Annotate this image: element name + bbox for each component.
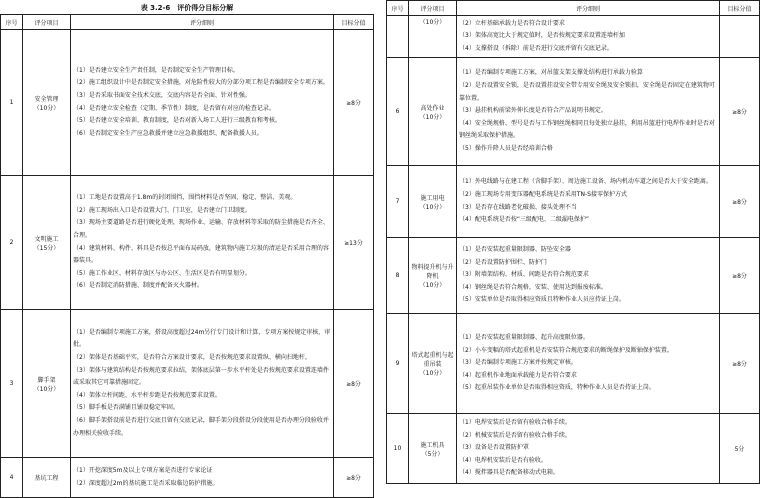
- score-table-left: [0, 14, 374, 498]
- item-name: 高处作业: [420, 104, 445, 112]
- detail-line: （4）起重机作业地面承载能力是否符合要求: [459, 371, 577, 379]
- detail-line: （5）是否建立安全培训、教育制度，是否对新入场工人进行三级教育和考核。: [73, 117, 281, 125]
- detail-line: （5）起重吊装作业单位是否取得相应资质，特种作业人员是否持证上岗。: [459, 384, 655, 392]
- detail-line: （3）是否采取书面安全技术交底，交底内容是否全面、针对性强。: [73, 91, 251, 99]
- detail-line: （4）支撑搭设（拆除）前是否进行交底并留有交底记录。: [459, 44, 613, 52]
- table-row: [1, 310, 374, 458]
- detail-line: （2）施工组织设计中是否制定安全措施，对危险性较大的分部分项工程是否编制安全专项方案。: [73, 79, 329, 87]
- target-score: ≥8分: [720, 314, 760, 414]
- scoring-item: [409, 314, 457, 414]
- item-score: （10分）: [419, 203, 446, 211]
- detail-line: （3）现场主要道路是否进行硬化处理，现场作业、运输、存放材料等采取的防尘措施是否齐全、合理。: [73, 219, 329, 239]
- item-name: 施工机具: [420, 441, 445, 449]
- detail-line: （1）外电线路与在建工程（含脚手架）、周边施工设备、场内机动车道之间是否大于安全距离。: [459, 178, 712, 186]
- item-score: （10分）: [33, 104, 60, 112]
- table-row: [387, 414, 760, 484]
- detail-line: （1）电焊安装后是否留有验收合格手续。: [459, 419, 571, 427]
- detail-line: （5）脚手板是否满铺且铺设稳定牢固。: [73, 404, 179, 412]
- detail-line: （4）建筑材料、构件、料具是否按总平面布局码放，建筑物内施工垃圾的清运是否采用合理的容器装具。: [73, 244, 329, 265]
- detail-line: （4）架体立杆间距、水平杆步距是否按规范要求设置。: [73, 391, 221, 399]
- header-row: [1, 15, 374, 30]
- detail-line: （3）悬挂机构前梁外伸长度是否符合产品说明书规定。: [459, 107, 607, 115]
- item-score: （15分）: [33, 244, 60, 252]
- detail-line: （2）是否设置防护围栏、防护门: [459, 258, 547, 266]
- scoring-item: [23, 176, 71, 310]
- table-row: [387, 238, 760, 314]
- detail-line: （4）钢丝绳是否符合规格、安装、使用达到报废标准。: [459, 283, 607, 291]
- table-row: [387, 58, 760, 166]
- detail-line: （1）是否编制专项施工方案，对吊篮支架支撑处结构进行承载力验算: [459, 69, 643, 77]
- detail-line: （6）是否制定消防措施、制度并配备灭火器材。: [73, 282, 203, 290]
- header-item: 评分项目: [23, 15, 71, 30]
- target-score: 5分: [720, 414, 760, 484]
- table-row: [387, 16, 760, 58]
- target-score: ≥8分: [334, 458, 374, 498]
- table-caption: 表 3.2-6 评价得分目标分解: [140, 4, 234, 12]
- detail-line: （4）安全绳规格、型号是否与工作钢丝绳相同且每处独立悬挂，利用吊篮进行电焊作业时是否对钢丝绳采取保护措施。: [459, 119, 715, 140]
- scoring-details: [457, 314, 720, 414]
- detail-line: （2）施工现场出入口是否设置大门、门卫室，是否建立门卫制度。: [73, 206, 251, 214]
- scoring-details: [71, 30, 334, 176]
- row-number: 10: [387, 414, 409, 484]
- item-score: （10分）: [419, 113, 446, 121]
- item-name: 物料提升机与升降机: [411, 264, 454, 280]
- detail-line: （1）开挖深度5m及以上专项方案是否进行专家论证: [73, 466, 213, 474]
- item-name: 施工用电: [420, 194, 445, 202]
- detail-line: （5）施工作业区、材料存放区与办公区、生活区是否有明显划分。: [73, 269, 251, 277]
- detail-line: （2）深度超过2m的基坑施工是否采取临边防护措施。: [73, 479, 219, 487]
- target-score: ≥8分: [334, 30, 374, 176]
- detail-line: （4）配电系统是否按“三级配电、二级漏电保护”: [459, 216, 590, 224]
- item-score: （5分）: [421, 450, 444, 458]
- row-number: 9: [387, 314, 409, 414]
- detail-line: （1）是否建立安全生产责任制，是否制定安全生产管理目标。: [73, 66, 239, 74]
- detail-line: （4）搅拌器具是否配备移动式电箱。: [459, 469, 559, 477]
- target-score: ≥8分: [334, 310, 374, 458]
- row-number: [387, 16, 409, 58]
- detail-line: （5）操作升降人员是否经培训合格: [459, 144, 553, 152]
- detail-line: （6）脚手架搭设前是否进行交底且留有交底记录，脚手架分段搭设分段使用是否办理分段验收并办理相关验收手续。: [73, 416, 329, 437]
- scoring-item: [409, 238, 457, 314]
- item-name: 基坑工程: [34, 475, 59, 482]
- item-name: 文明施工: [34, 235, 59, 243]
- detail-line: （4）电焊机安装后是否有验收。: [459, 456, 547, 464]
- table-row: [387, 314, 760, 414]
- scoring-item: [409, 166, 457, 238]
- target-score: ≥8分: [720, 238, 760, 314]
- score-table-right: [386, 0, 760, 484]
- detail-line: （2）立杆基础承载力是否符合设计要求: [459, 19, 565, 27]
- scoring-details: [71, 176, 334, 310]
- item-name: 脚手架: [37, 376, 56, 384]
- left-page: [0, 0, 374, 487]
- scoring-details: [71, 458, 334, 498]
- scoring-details: [457, 58, 720, 166]
- header-no: 序号: [1, 15, 23, 30]
- scoring-details: [457, 16, 720, 58]
- item-name: 安全管理: [34, 95, 59, 103]
- item-score: （10分）: [33, 385, 60, 393]
- scoring-item: [409, 58, 457, 166]
- scoring-item: [409, 414, 457, 484]
- header-detail: 评分细则: [457, 1, 720, 16]
- detail-line: （3）架体与建筑结构是否按规范要求拉结，架体底层第一步水平杆处是否按规范要求设置连墙件或采取其它可靠措施固定。: [73, 366, 329, 387]
- scoring-details: [457, 166, 720, 238]
- target-score: ≥8分: [720, 166, 760, 238]
- detail-line: （2）架体是否基础平实，是否符合方案设计要求，是否按规范要求设置纵、横向扫地杆。: [73, 354, 311, 362]
- table-row: [1, 458, 374, 498]
- header-row: [387, 1, 760, 16]
- scoring-details: [457, 238, 720, 314]
- detail-line: （3）是否存在线路老化破损、接头处理不当: [459, 203, 577, 211]
- scoring-item: [409, 16, 457, 58]
- detail-line: （3）附墙架结构、材质、间距是否符合规范要求: [459, 271, 589, 279]
- detail-line: （2）机械安装后是否留有验收合格手续。: [459, 431, 571, 439]
- header-item: 评分项目: [409, 1, 457, 16]
- item-score: （10分）: [419, 370, 446, 377]
- detail-line: （1）是否安装起重量限制器、起升高度限位器。: [459, 334, 589, 342]
- detail-line: （1）是否安装起重量限制器、防坠安全器: [459, 246, 571, 254]
- target-score: [720, 16, 760, 58]
- detail-line: （6）是否制定安全生产应急救援并建立应急救援组织、配备救援人员。: [73, 129, 263, 137]
- item-name: 塔式起重机与起重吊装: [411, 352, 454, 368]
- detail-line: （1）是否编制专项施工方案，搭设高度超过24m另行专门设计和计算，专项方案按规定审核、审批。: [73, 328, 331, 349]
- item-score: （10分）: [419, 282, 446, 289]
- scoring-item: [23, 30, 71, 176]
- scoring-details: [457, 414, 720, 484]
- detail-line: （2）施工现场专用变压器配电系统是否采用TN-S接零保护方式: [459, 190, 627, 198]
- detail-line: （1）工地是否设置高于1.8m的封闭围挡，围挡材料是否坚固、稳定、整洁、美观。: [73, 194, 297, 202]
- scoring-item: [23, 458, 71, 498]
- detail-line: （3）架体高宽比大于规定值时，是否按规定要求设置连墙杆加: [459, 32, 625, 40]
- row-number: 4: [1, 458, 23, 498]
- header-target: 目标分值: [334, 15, 374, 30]
- row-number: 1: [1, 30, 23, 176]
- detail-line: （2）小车变幅的塔式起重机是否安装符合规范要求的断绳保护及断轴保护装置。: [459, 346, 673, 354]
- target-score: ≥13分: [334, 176, 374, 310]
- right-page: [386, 0, 760, 476]
- row-number: 3: [1, 310, 23, 458]
- detail-line: （4）是否建立安全检查（定期、季节性）制度，是否留有对应的检查记录。: [73, 104, 275, 112]
- item-score: （10分）: [419, 19, 446, 26]
- detail-line: （3）设备是否设置防护罩: [459, 444, 529, 452]
- target-score: ≥8分: [720, 58, 760, 166]
- header-detail: 评分细则: [71, 15, 334, 30]
- detail-line: （2）是否设置安全锁，是否设置挂设安全带专用安全绳及安全锁扣，安全绳是否固定在建筑物可靠位置。: [459, 82, 715, 102]
- row-number: 8: [387, 238, 409, 314]
- table-row: [1, 176, 374, 310]
- scoring-item: [23, 310, 71, 458]
- detail-line: （3）是否编制专项施工方案并按规定审核。: [459, 359, 577, 367]
- table-row: [1, 30, 374, 176]
- header-no: 序号: [387, 1, 409, 16]
- detail-line: （5）安装单位是否取得相应资质且特种作业人员应持证上岗。: [459, 296, 625, 304]
- header-target: 目标分值: [720, 1, 760, 16]
- row-number: 2: [1, 176, 23, 310]
- scoring-details: [71, 310, 334, 458]
- row-number: 7: [387, 166, 409, 238]
- row-number: 6: [387, 58, 409, 166]
- table-row: [387, 166, 760, 238]
